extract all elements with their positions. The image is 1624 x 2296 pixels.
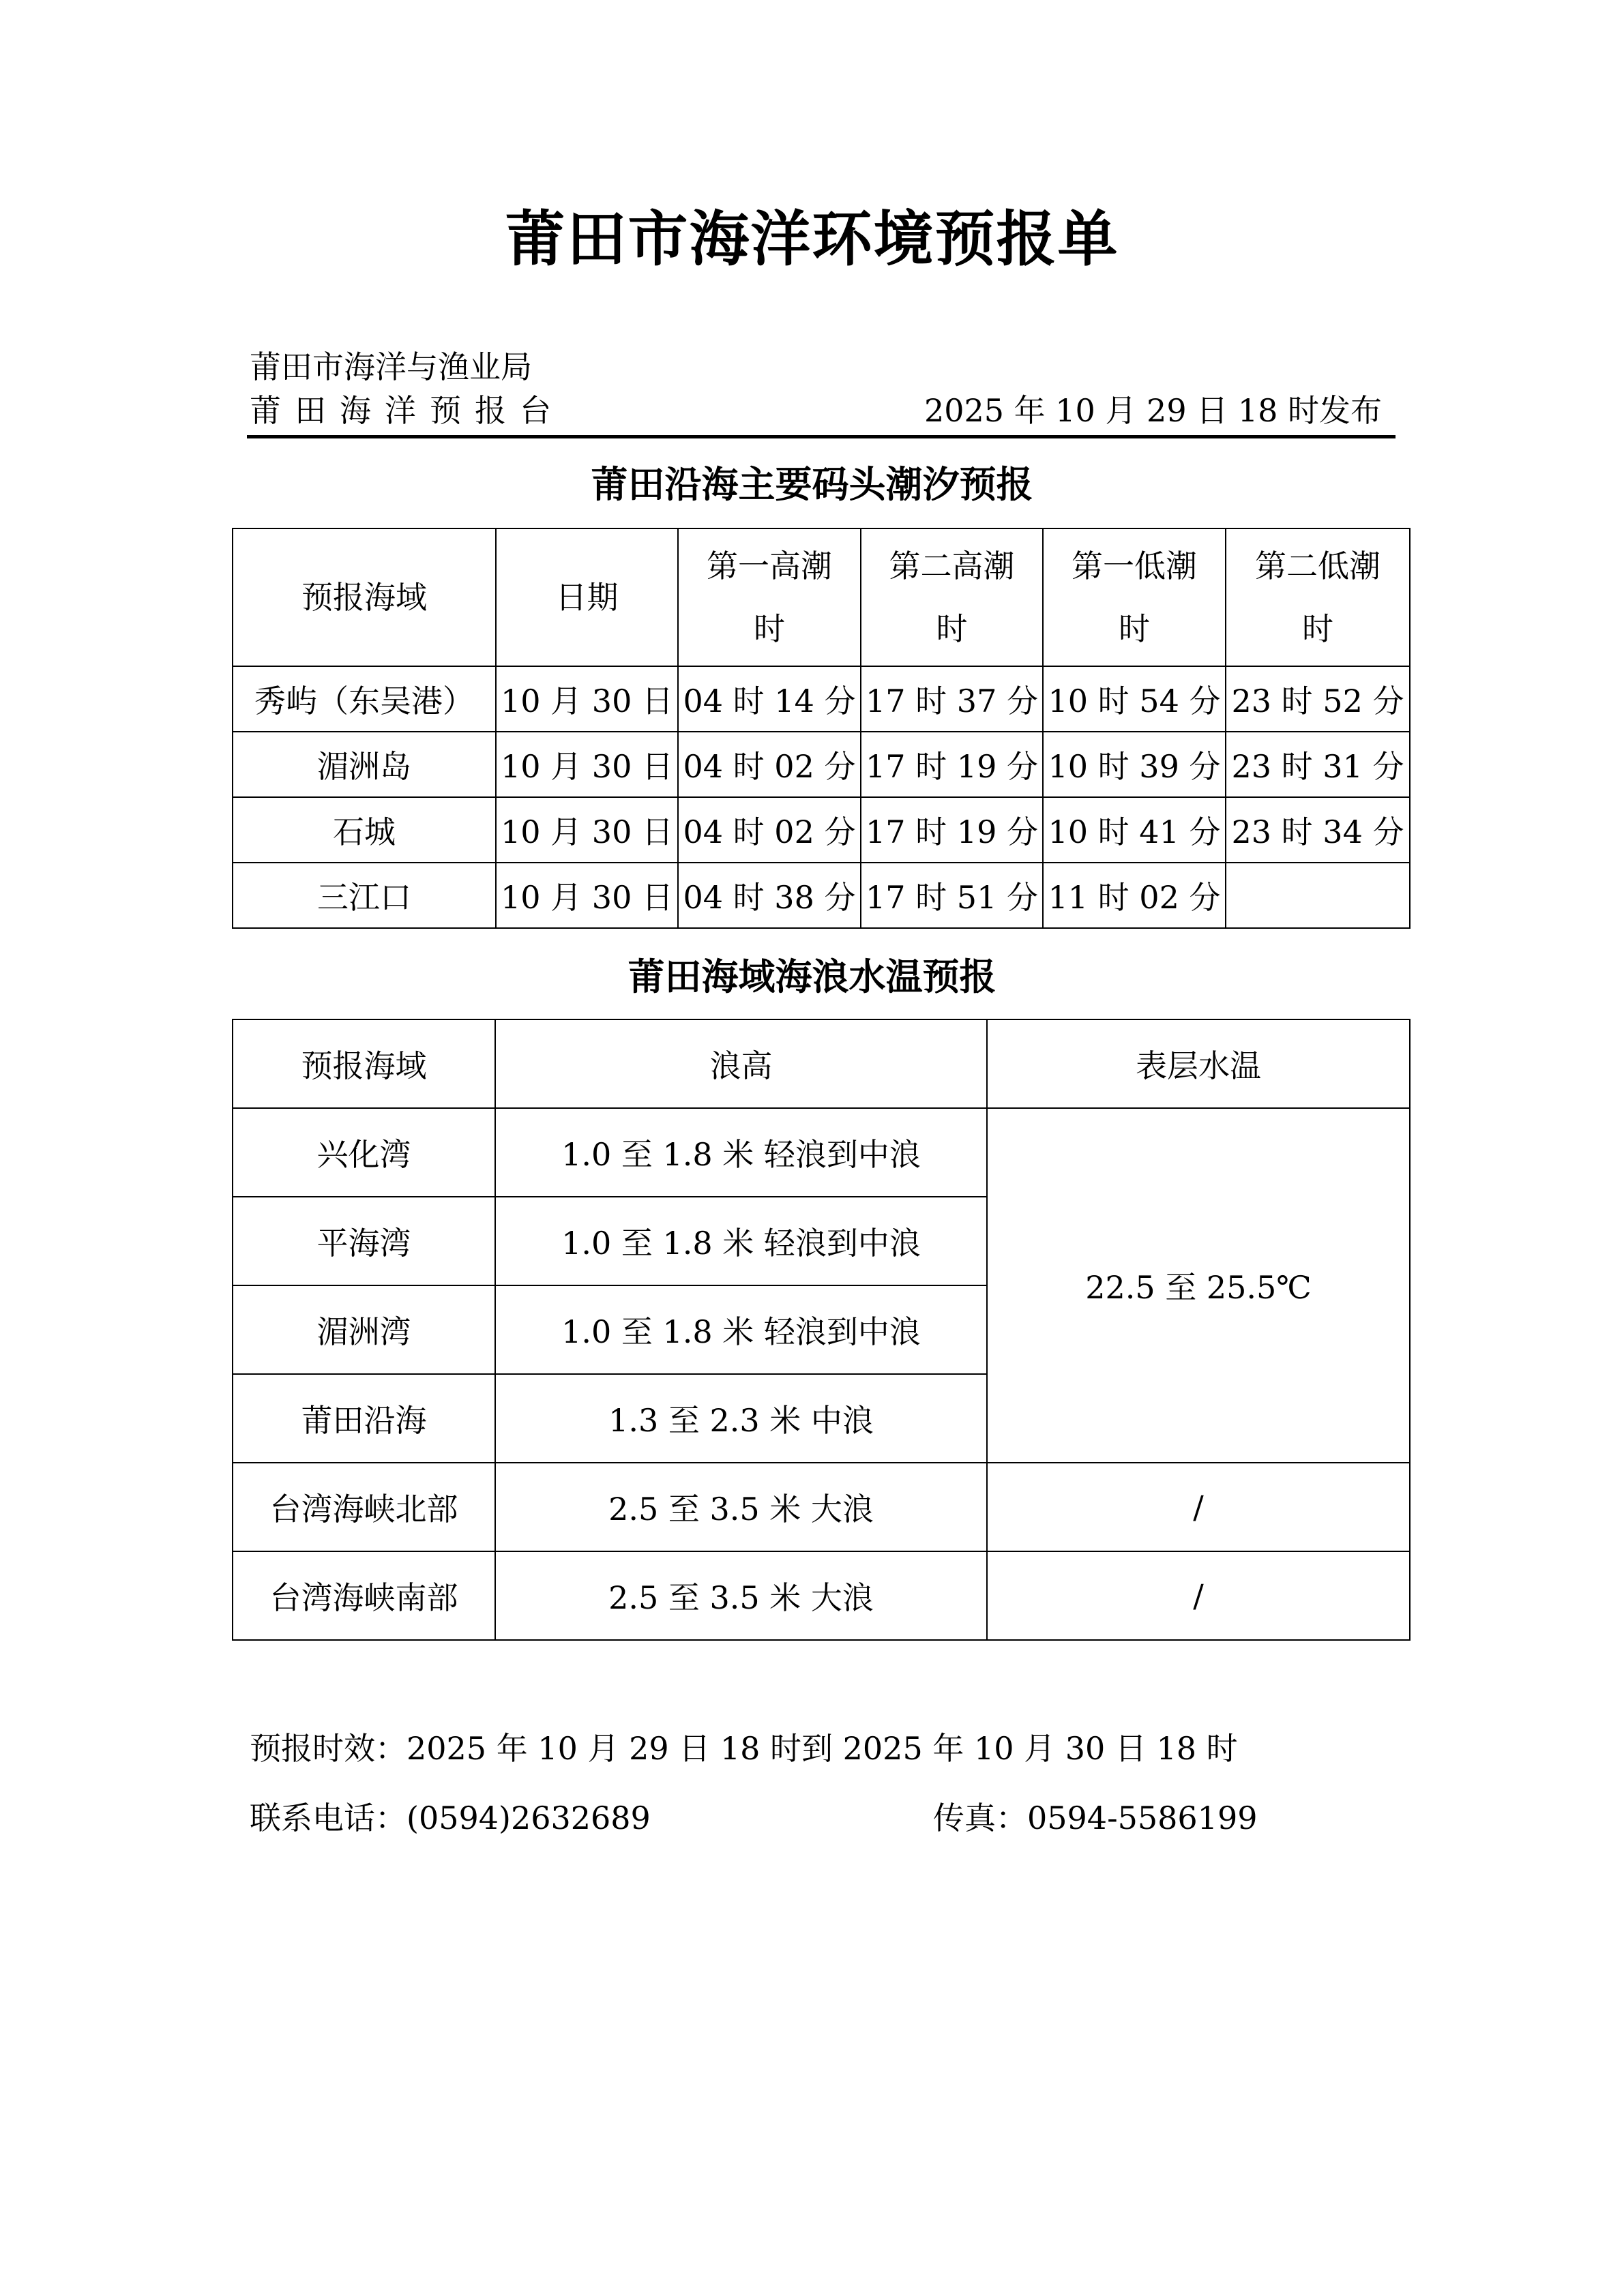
wave-height-cell: 1.0 至 1.8 米 轻浪到中浪 [495, 1285, 987, 1374]
wave-height-cell: 2.5 至 3.5 米 大浪 [495, 1551, 987, 1640]
wave-height-cell: 1.0 至 1.8 米 轻浪到中浪 [495, 1197, 987, 1285]
wave-area-cell: 平海湾 [233, 1197, 495, 1285]
tide-section-title: 莆田沿海主要码头潮汐预报 [591, 462, 1033, 506]
wave-area-cell: 台湾海峡南部 [233, 1551, 495, 1640]
contact-phone: 联系电话：(0594)2632689 [250, 1800, 651, 1836]
station-name: 莆田海洋预报台 [250, 392, 565, 429]
merged-temperature-cell: 22.5 至 25.5℃ [987, 1108, 1410, 1463]
wave-height-cell: 1.3 至 2.3 米 中浪 [495, 1374, 987, 1463]
tide-first-low-cell: 10 时 54 分 [1043, 666, 1226, 732]
wave-header-area: 预报海域 [233, 1019, 495, 1108]
table-row [233, 732, 1410, 797]
wave-height-cell: 1.0 至 1.8 米 轻浪到中浪 [495, 1108, 987, 1197]
table-row [233, 1108, 1410, 1197]
fax-number: 传真：0594-5586199 [933, 1800, 1258, 1836]
tide-second-high-cell: 17 时 37 分 [861, 666, 1043, 732]
wave-header-row [233, 1019, 1410, 1108]
tide-second-low-cell: 23 时 52 分 [1226, 666, 1410, 732]
table-row [233, 666, 1410, 732]
tide-area-cell: 三江口 [233, 863, 496, 928]
tide-date-cell: 10 月 30 日 [496, 732, 678, 797]
table-row [233, 863, 1410, 928]
wave-table [232, 1019, 1411, 1641]
temperature-cell: / [987, 1551, 1410, 1640]
tide-first-low-cell: 10 时 39 分 [1043, 732, 1226, 797]
tide-first-high-cell: 04 时 02 分 [678, 732, 861, 797]
tide-first-high-cell: 04 时 38 分 [678, 863, 861, 928]
wave-height-cell: 2.5 至 3.5 米 大浪 [495, 1463, 987, 1551]
tide-first-high-cell: 04 时 02 分 [678, 797, 861, 863]
tide-second-low-cell: 23 时 34 分 [1226, 797, 1410, 863]
issue-time: 2025 年 10 月 29 日 18 时发布 [924, 392, 1382, 429]
tide-date-cell: 10 月 30 日 [496, 863, 678, 928]
tide-date-cell: 10 月 30 日 [496, 797, 678, 863]
tide-area-cell: 石城 [233, 797, 496, 863]
tide-second-high-cell: 17 时 19 分 [861, 732, 1043, 797]
wave-area-cell: 兴化湾 [233, 1108, 495, 1197]
tide-header-row [233, 528, 1410, 666]
page-title: 莆田市海洋环境预报单 [505, 203, 1119, 274]
tide-second-high-cell: 17 时 51 分 [861, 863, 1043, 928]
tide-header-first-high: 第一高潮时 [678, 528, 861, 666]
tide-header-first-low: 第一低潮时 [1043, 528, 1226, 666]
tide-first-high-cell: 04 时 14 分 [678, 666, 861, 732]
tide-header-area: 预报海域 [233, 528, 496, 666]
tide-second-high-cell: 17 时 19 分 [861, 797, 1043, 863]
tide-date-cell: 10 月 30 日 [496, 666, 678, 732]
tide-area-cell: 秀屿（东吴港） [233, 666, 496, 732]
tide-first-low-cell: 11 时 02 分 [1043, 863, 1226, 928]
tide-first-low-cell: 10 时 41 分 [1043, 797, 1226, 863]
wave-area-cell: 莆田沿海 [233, 1374, 495, 1463]
temperature-cell: / [987, 1463, 1410, 1551]
wave-area-cell: 湄洲湾 [233, 1285, 495, 1374]
wave-section-title: 莆田海域海浪水温预报 [628, 955, 996, 998]
table-row [233, 1551, 1410, 1640]
tide-header-second-low: 第二低潮时 [1226, 528, 1410, 666]
tide-second-low-cell: 23 时 31 分 [1226, 732, 1410, 797]
forecast-validity: 预报时效：2025 年 10 月 29 日 18 时到 2025 年 10 月 30 日 18 时 [250, 1730, 1238, 1767]
tide-area-cell: 湄洲岛 [233, 732, 496, 797]
tide-header-date: 日期 [496, 528, 678, 666]
tide-header-second-high: 第二高潮时 [861, 528, 1043, 666]
wave-area-cell: 台湾海峡北部 [233, 1463, 495, 1551]
tide-second-low-cell [1226, 863, 1410, 928]
table-row [233, 1463, 1410, 1551]
org-name: 莆田市海洋与渔业局 [250, 348, 532, 385]
wave-header-height: 浪高 [495, 1019, 987, 1108]
table-row [233, 797, 1410, 863]
wave-header-temperature: 表层水温 [987, 1019, 1410, 1108]
tide-table [232, 528, 1411, 929]
header-rule [247, 435, 1396, 438]
